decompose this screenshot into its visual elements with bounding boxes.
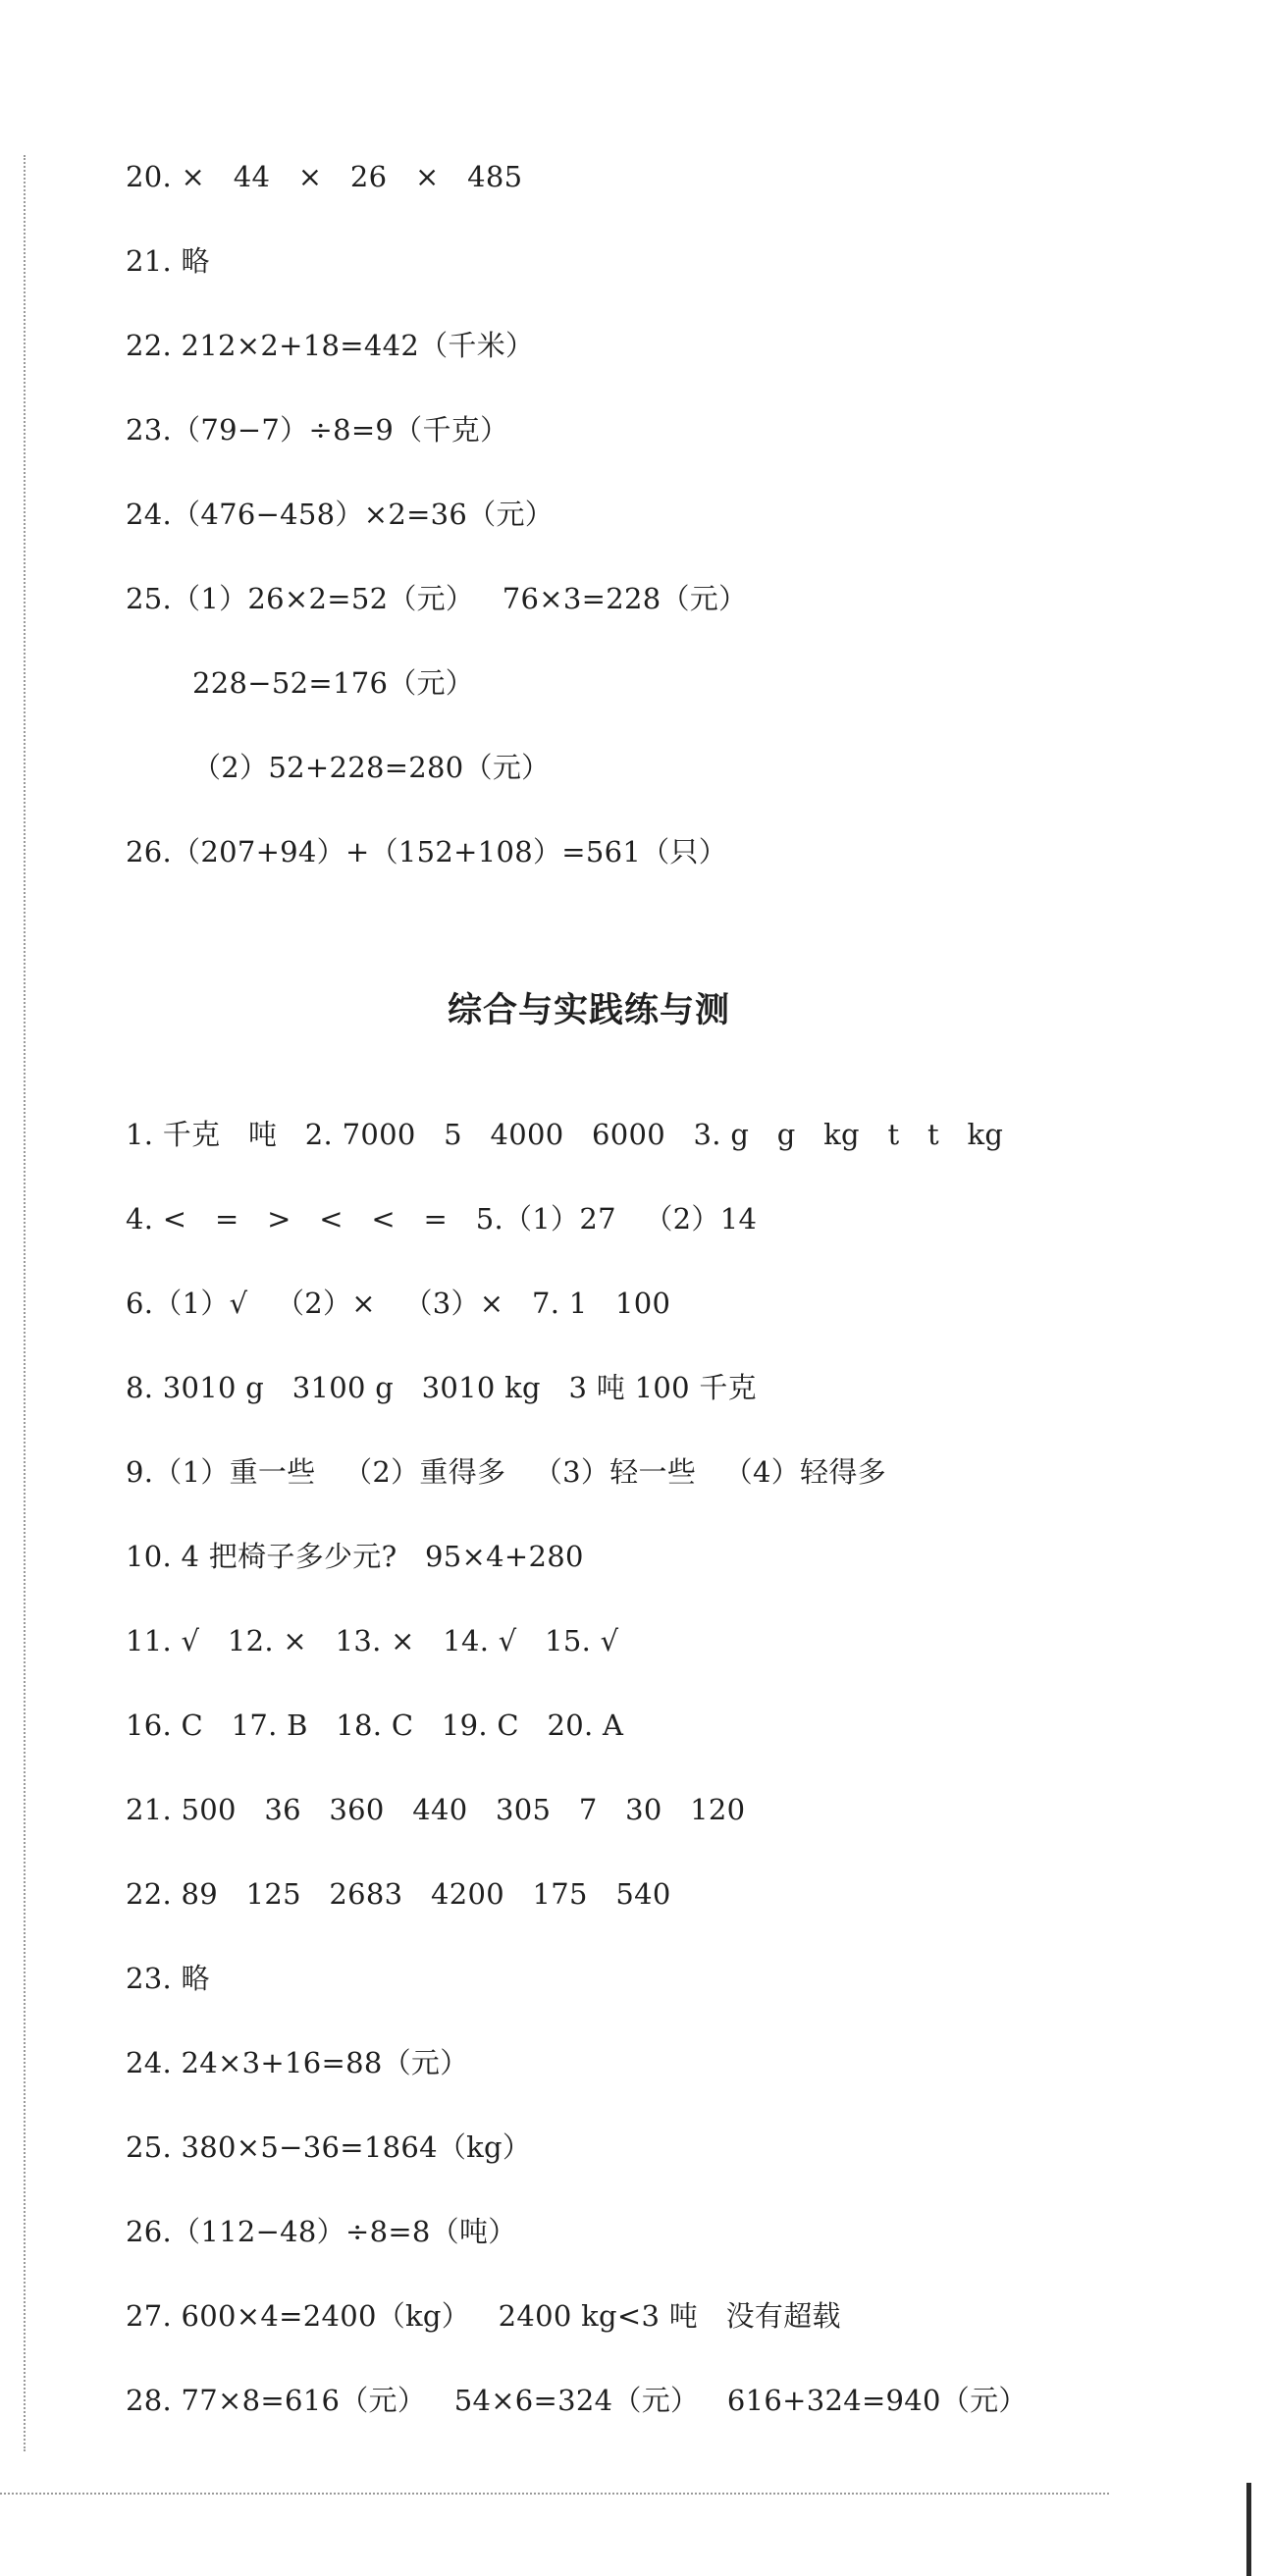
- practice-line-24: 24. 24×3+16=88（元）: [126, 2046, 469, 2079]
- practice-line-23: 23. 略: [126, 1962, 210, 1995]
- practice-line-26: 26.（112−48）÷8=8（吨）: [126, 2215, 517, 2248]
- answer-line-25-2: （2）52+228=280（元）: [192, 751, 551, 784]
- practice-line-10: 10. 4 把椅子多少元? 95×4+280: [126, 1540, 584, 1573]
- practice-line-27: 27. 600×4=2400（kg） 2400 kg<3 吨 没有超载: [126, 2299, 841, 2333]
- answer-line-22: 22. 212×2+18=442（千米）: [126, 329, 535, 362]
- practice-line-9: 9.（1）重一些 （2）重得多 （3）轻一些 （4）轻得多: [126, 1455, 886, 1489]
- practice-line-8: 8. 3010 g 3100 g 3010 kg 3 吨 100 千克: [126, 1371, 757, 1404]
- answer-line-21: 21. 略: [126, 244, 210, 278]
- binding-margin-line: [24, 155, 26, 2451]
- practice-line-4: 4. < = > < < = 5.（1）27 （2）14: [126, 1202, 758, 1235]
- practice-line-1: 1. 千克 吨 2. 7000 5 4000 6000 3. g g kg t t kg: [126, 1118, 1004, 1151]
- section-heading: 综合与实践练与测: [447, 991, 730, 1030]
- answer-line-23: 23.（79−7）÷8=9（千克）: [126, 413, 509, 447]
- practice-line-16: 16. C 17. B 18. C 19. C 20. A: [126, 1709, 624, 1742]
- practice-line-11: 11. √ 12. × 13. × 14. √ 15. √: [126, 1624, 619, 1657]
- practice-line-28: 28. 77×8=616（元） 54×6=324（元） 616+324=940（元）: [126, 2384, 1028, 2417]
- practice-line-25: 25. 380×5−36=1864（kg）: [126, 2130, 532, 2164]
- answer-line-24: 24.（476−458）×2=36（元）: [126, 498, 555, 531]
- practice-line-21: 21. 500 36 360 440 305 7 30 120: [126, 1793, 746, 1826]
- practice-line-22: 22. 89 125 2683 4200 175 540: [126, 1877, 671, 1911]
- bottom-dotted-divider: [0, 2493, 1109, 2495]
- answer-line-25-1: 25.（1）26×2=52（元） 76×3=228（元）: [126, 582, 748, 615]
- answer-line-20: 20. × 44 × 26 × 485: [126, 160, 523, 193]
- answer-line-26: 26.（207+94）+（152+108）=561（只）: [126, 835, 728, 868]
- page-edge-mark: [1246, 2483, 1251, 2576]
- practice-line-6: 6.（1）√ （2）× （3）× 7. 1 100: [126, 1287, 671, 1320]
- answer-line-25-cont: 228−52=176（元）: [192, 666, 475, 700]
